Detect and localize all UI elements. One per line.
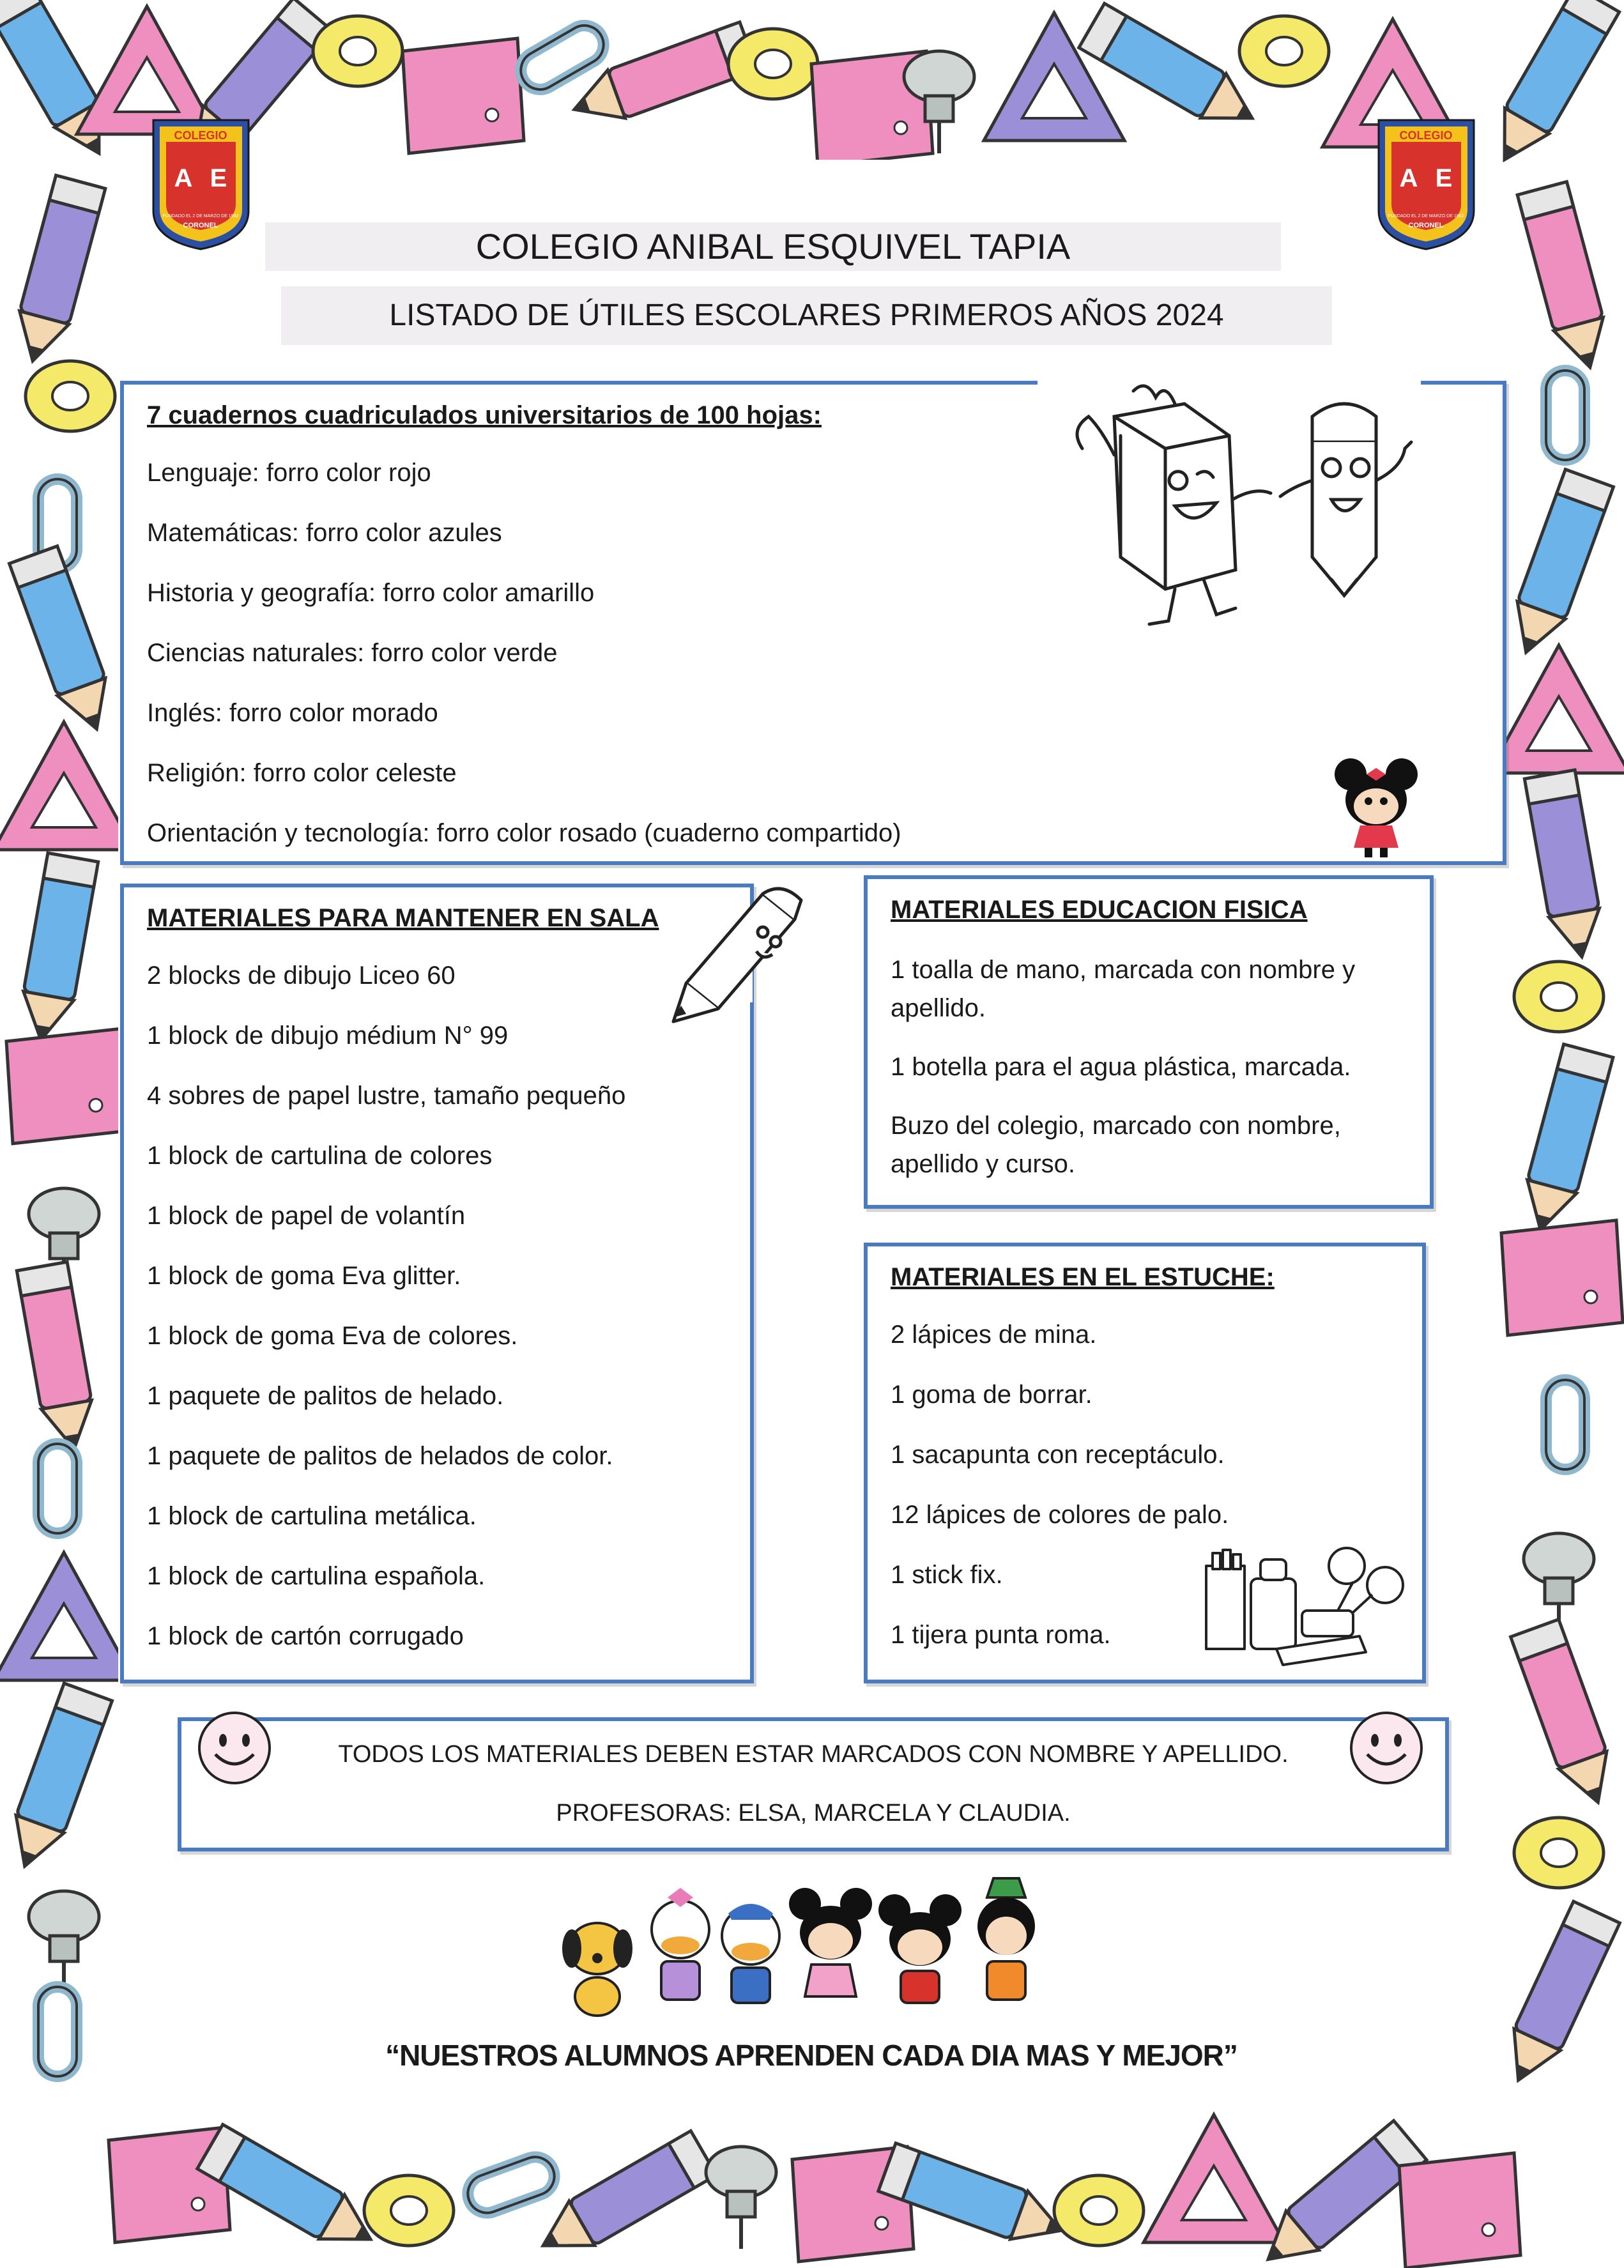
- notebooks-heading: 7 cuadernos cuadriculados universitarios de 100 hojas:: [147, 401, 822, 429]
- disney-characters-icon: [546, 1866, 1057, 2019]
- list-item: Religión: forro color celeste: [147, 759, 457, 787]
- svg-text:FUNDADO EL 2 DE MARZO DE 1962: FUNDADO EL 2 DE MARZO DE 1962: [162, 214, 239, 218]
- footer-teachers-line: PROFESORAS: ELSA, MARCELA Y CLAUDIA.: [556, 1800, 1071, 1827]
- list-item: 1 block de cartón corrugado: [147, 1622, 464, 1650]
- school-supplies-icon: [1200, 1540, 1411, 1668]
- footer-notice-line: TODOS LOS MATERIALES DEBEN ESTAR MARCADOS CON NOMBRE Y APELLIDO.: [338, 1741, 1289, 1768]
- list-item: 1 block de goma Eva glitter.: [147, 1262, 461, 1290]
- svg-text:COLEGIO: COLEGIO: [174, 129, 227, 142]
- list-item: 1 block de goma Eva de colores.: [147, 1322, 518, 1350]
- educacion-fisica-list: [891, 951, 1414, 1183]
- list-item: 1 stick fix.: [891, 1561, 1003, 1589]
- list-item: 2 lápices de mina.: [891, 1321, 1097, 1349]
- notebooks-box: [120, 381, 1506, 865]
- list-item: 1 block de cartulina de colores: [147, 1142, 493, 1170]
- notebooks-list: [147, 456, 901, 850]
- sala-heading: MATERIALES PARA MANTENER EN SALA: [147, 904, 659, 932]
- list-item: 12 lápices de colores de palo.: [891, 1501, 1229, 1529]
- footer-notice-box: [178, 1717, 1449, 1851]
- list-item: Inglés: forro color morado: [147, 699, 438, 727]
- estuche-list: [891, 1318, 1229, 1651]
- list-item: Matemáticas: forro color azules: [147, 519, 502, 547]
- svg-text:E: E: [210, 164, 227, 192]
- svg-text:FUNDADO EL 2 DE MARZO DE 1962: FUNDADO EL 2 DE MARZO DE 1962: [1388, 214, 1464, 218]
- book-character-icon: [1044, 378, 1453, 627]
- school-name-title: COLEGIO ANIBAL ESQUIVEL TAPIA: [265, 222, 1281, 271]
- educacion-fisica-box: [864, 875, 1434, 1209]
- list-item: 1 paquete de palitos de helado.: [147, 1382, 504, 1410]
- list-item: 1 toalla de mano, marcada con nombre y apellido.: [891, 956, 1356, 1022]
- estuche-box: [864, 1243, 1426, 1683]
- pencil-character-icon: [1280, 404, 1411, 595]
- minnie-icon: [1325, 755, 1427, 864]
- list-item: 1 botella para el agua plástica, marcada.: [891, 1053, 1351, 1081]
- svg-text:CORONEL: CORONEL: [183, 222, 218, 229]
- list-item: 1 block de dibujo médium N° 99: [147, 1022, 509, 1050]
- school-logo-left: [148, 115, 254, 252]
- sala-materials-box: [120, 884, 754, 1683]
- school-logo-right: [1374, 115, 1479, 252]
- list-item: 1 paquete de palitos de helados de color.: [147, 1442, 613, 1470]
- list-item: 1 block de cartulina española.: [147, 1562, 486, 1590]
- list-item: Buzo del colegio, marcado con nombre, apellido y curso.: [891, 1112, 1341, 1178]
- estuche-heading: MATERIALES EN EL ESTUCHE:: [891, 1263, 1275, 1291]
- list-item: Orientación y tecnología: forro color rosado (cuaderno compartido): [147, 819, 901, 847]
- list-item: 1 block de cartulina metálica.: [147, 1502, 477, 1530]
- svg-text:A: A: [174, 164, 193, 192]
- list-item: 2 blocks de dibujo Liceo 60: [147, 962, 456, 990]
- list-item: 1 tijera punta roma.: [891, 1621, 1111, 1649]
- educacion-fisica-heading: MATERIALES EDUCACION FISICA: [891, 896, 1308, 924]
- smiley-icon: [1348, 1710, 1425, 1786]
- list-item: Ciencias naturales: forro color verde: [147, 639, 558, 667]
- school-motto: “NUESTROS ALUMNOS APRENDEN CADA DIA MAS Y MEJOR”: [385, 2039, 1237, 2072]
- list-item: 1 block de papel de volantín: [147, 1202, 466, 1230]
- list-title: LISTADO DE ÚTILES ESCOLARES PRIMEROS AÑOS 2024: [281, 286, 1332, 345]
- list-item: 1 goma de borrar.: [891, 1381, 1092, 1409]
- small-pencil-icon: [667, 881, 827, 1028]
- svg-text:COLEGIO: COLEGIO: [1399, 129, 1453, 142]
- smiley-icon: [196, 1710, 273, 1786]
- svg-text:A: A: [1399, 164, 1418, 192]
- svg-text:CORONEL: CORONEL: [1408, 222, 1444, 229]
- svg-text:E: E: [1435, 164, 1453, 192]
- list-item: Lenguaje: forro color rojo: [147, 459, 431, 487]
- list-item: 1 sacapunta con receptáculo.: [891, 1441, 1225, 1469]
- list-item: 4 sobres de papel lustre, tamaño pequeño: [147, 1082, 626, 1110]
- list-item: Historia y geografía: forro color amarillo: [147, 579, 595, 607]
- sala-list: [147, 959, 625, 1653]
